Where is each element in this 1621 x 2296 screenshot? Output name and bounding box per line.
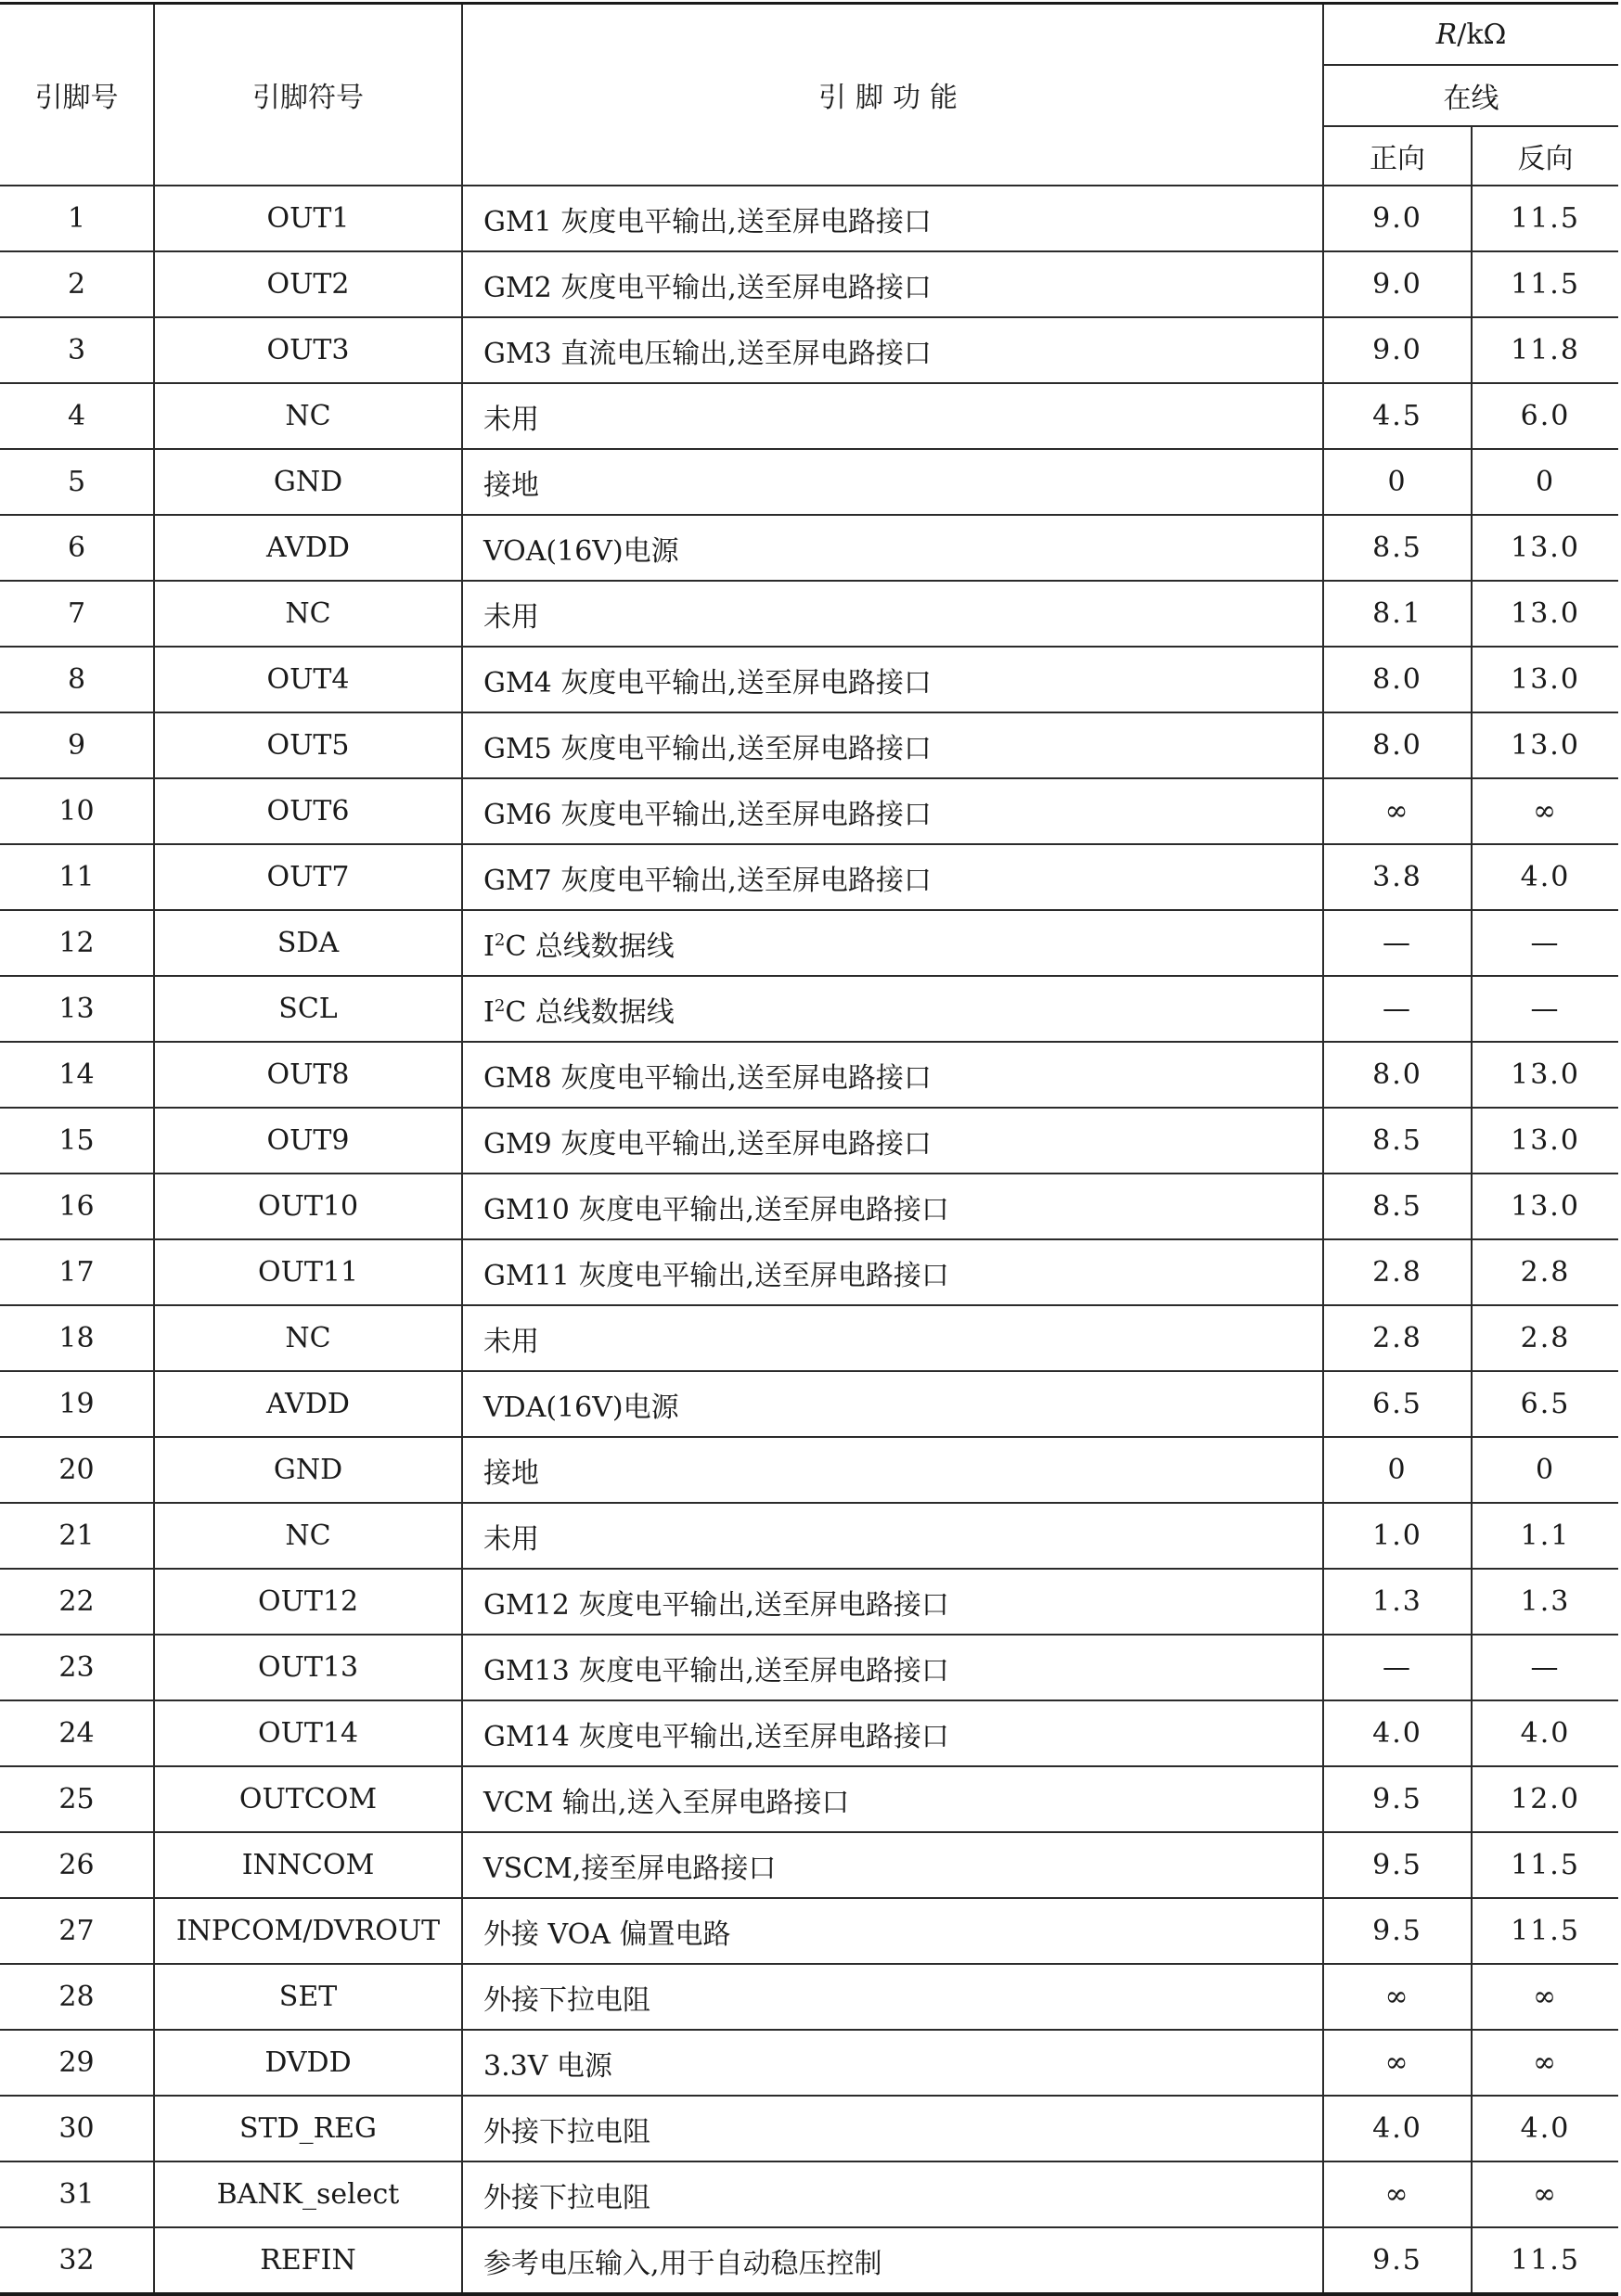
table-row: [0, 1305, 1618, 1371]
forward-resistance-cell: 4.5: [1323, 383, 1472, 449]
pin-number-cell: 11: [0, 844, 154, 910]
reverse-resistance-cell: —: [1472, 1635, 1618, 1700]
pin-symbol-cell: OUT6: [154, 778, 462, 844]
reverse-resistance-cell: 13.0: [1472, 1042, 1618, 1108]
pin-function-cell: 外接下拉电阻: [462, 2096, 1323, 2161]
pin-symbol-cell: OUT2: [154, 251, 462, 317]
table-row: [0, 976, 1618, 1042]
reverse-resistance-cell: —: [1472, 910, 1618, 976]
pin-symbol-cell: OUTCOM: [154, 1766, 462, 1832]
table-row: [0, 1503, 1618, 1569]
pin-number-cell: 19: [0, 1371, 154, 1437]
pin-function-cell: GM1 灰度电平输出,送至屏电路接口: [462, 186, 1323, 251]
table-row: [0, 1042, 1618, 1108]
pin-symbol-cell: DVDD: [154, 2030, 462, 2096]
header-pin-symbol: 引脚符号: [154, 4, 462, 186]
pin-symbol-cell: OUT5: [154, 712, 462, 778]
table-row: [0, 2030, 1618, 2096]
pin-number-cell: 28: [0, 1964, 154, 2030]
pin-number-cell: 23: [0, 1635, 154, 1700]
pin-symbol-cell: NC: [154, 1305, 462, 1371]
pin-number-cell: 18: [0, 1305, 154, 1371]
table-row: [0, 515, 1618, 581]
pin-symbol-cell: SDA: [154, 910, 462, 976]
forward-resistance-cell: 9.0: [1323, 186, 1472, 251]
function-text-suffix: C 总线数据线: [505, 930, 675, 963]
forward-resistance-cell: 1.3: [1323, 1569, 1472, 1635]
resistance-unit: /kΩ: [1457, 18, 1507, 51]
pin-function-cell: 外接下拉电阻: [462, 2161, 1323, 2227]
pin-symbol-cell: OUT9: [154, 1108, 462, 1174]
pin-symbol-cell: GND: [154, 449, 462, 515]
table-row: [0, 1174, 1618, 1239]
pin-symbol-cell: OUT7: [154, 844, 462, 910]
table-row: [0, 449, 1618, 515]
function-text-prefix: I: [483, 995, 495, 1029]
pin-function-cell: VOA(16V)电源: [462, 515, 1323, 581]
pin-symbol-cell: INNCOM: [154, 1832, 462, 1898]
table-row: [0, 2096, 1618, 2161]
forward-resistance-cell: ∞: [1323, 1964, 1472, 2030]
forward-resistance-cell: 6.5: [1323, 1371, 1472, 1437]
reverse-resistance-cell: ∞: [1472, 2161, 1618, 2227]
table-row: [0, 647, 1618, 712]
pin-symbol-cell: AVDD: [154, 1371, 462, 1437]
reverse-resistance-cell: —: [1472, 976, 1618, 1042]
table-row: [0, 1832, 1618, 1898]
pin-function-cell: GM3 直流电压输出,送至屏电路接口: [462, 317, 1323, 383]
reverse-resistance-cell: 4.0: [1472, 844, 1618, 910]
pin-number-cell: 10: [0, 778, 154, 844]
pin-number-cell: 16: [0, 1174, 154, 1239]
pin-function-cell: 未用: [462, 1503, 1323, 1569]
reverse-resistance-cell: 11.8: [1472, 317, 1618, 383]
reverse-resistance-cell: 13.0: [1472, 581, 1618, 647]
pin-number-cell: 5: [0, 449, 154, 515]
table-row: [0, 778, 1618, 844]
pin-symbol-cell: OUT8: [154, 1042, 462, 1108]
pin-symbol-cell: OUT1: [154, 186, 462, 251]
reverse-resistance-cell: 1.3: [1472, 1569, 1618, 1635]
reverse-resistance-cell: 11.5: [1472, 186, 1618, 251]
pin-number-cell: 14: [0, 1042, 154, 1108]
reverse-resistance-cell: 0: [1472, 449, 1618, 515]
table-row: [0, 251, 1618, 317]
reverse-resistance-cell: 13.0: [1472, 1174, 1618, 1239]
pin-symbol-cell: OUT10: [154, 1174, 462, 1239]
forward-resistance-cell: 3.8: [1323, 844, 1472, 910]
pin-symbol-cell: OUT12: [154, 1569, 462, 1635]
pin-function-cell: GM12 灰度电平输出,送至屏电路接口: [462, 1569, 1323, 1635]
function-text-prefix: I: [483, 930, 495, 963]
pin-number-cell: 30: [0, 2096, 154, 2161]
pin-number-cell: 1: [0, 186, 154, 251]
pin-symbol-cell: INPCOM/DVROUT: [154, 1898, 462, 1964]
pin-function-cell: GM11 灰度电平输出,送至屏电路接口: [462, 1239, 1323, 1305]
pin-symbol-cell: STD_REG: [154, 2096, 462, 2161]
table-row: [0, 1239, 1618, 1305]
table-row: [0, 1635, 1618, 1700]
pin-function-cell: 未用: [462, 581, 1323, 647]
reverse-resistance-cell: 2.8: [1472, 1239, 1618, 1305]
pin-symbol-cell: SET: [154, 1964, 462, 2030]
pin-number-cell: 21: [0, 1503, 154, 1569]
pin-symbol-cell: OUT11: [154, 1239, 462, 1305]
pin-symbol-cell: NC: [154, 581, 462, 647]
pin-number-cell: 8: [0, 647, 154, 712]
pin-function-cell: VDA(16V)电源: [462, 1371, 1323, 1437]
pin-function-cell: GM10 灰度电平输出,送至屏电路接口: [462, 1174, 1323, 1239]
reverse-resistance-cell: 13.0: [1472, 515, 1618, 581]
reverse-resistance-cell: 12.0: [1472, 1766, 1618, 1832]
pin-function-cell: 外接下拉电阻: [462, 1964, 1323, 2030]
header-online: 在线: [1323, 65, 1618, 126]
pin-function-cell: 未用: [462, 1305, 1323, 1371]
table-row: [0, 2227, 1618, 2294]
pin-function-cell: 接地: [462, 1437, 1323, 1503]
pin-symbol-cell: NC: [154, 383, 462, 449]
header-pin-no: 引脚号: [0, 4, 154, 186]
pin-function-cell: 未用: [462, 383, 1323, 449]
table-row: [0, 1569, 1618, 1635]
reverse-resistance-cell: 1.1: [1472, 1503, 1618, 1569]
pin-symbol-cell: AVDD: [154, 515, 462, 581]
forward-resistance-cell: 4.0: [1323, 1700, 1472, 1766]
forward-resistance-cell: 8.0: [1323, 647, 1472, 712]
pin-number-cell: 15: [0, 1108, 154, 1174]
forward-resistance-cell: 2.8: [1323, 1305, 1472, 1371]
table-row: [0, 1700, 1618, 1766]
pin-function-cell: [462, 976, 1323, 1042]
pin-function-cell: GM4 灰度电平输出,送至屏电路接口: [462, 647, 1323, 712]
pin-number-cell: 31: [0, 2161, 154, 2227]
function-text-suffix: C 总线数据线: [505, 995, 675, 1029]
forward-resistance-cell: 9.5: [1323, 2227, 1472, 2294]
table-row: [0, 1108, 1618, 1174]
reverse-resistance-cell: 11.5: [1472, 251, 1618, 317]
header-pin-function: 引脚功能: [462, 4, 1323, 186]
forward-resistance-cell: 9.0: [1323, 317, 1472, 383]
pin-symbol-cell: OUT14: [154, 1700, 462, 1766]
table-row: [0, 2161, 1618, 2227]
pin-symbol-cell: GND: [154, 1437, 462, 1503]
function-text-superscript: 2: [494, 930, 506, 950]
reverse-resistance-cell: ∞: [1472, 2030, 1618, 2096]
pin-function-cell: 接地: [462, 449, 1323, 515]
pin-number-cell: 9: [0, 712, 154, 778]
forward-resistance-cell: 9.5: [1323, 1766, 1472, 1832]
pin-symbol-cell: REFIN: [154, 2227, 462, 2294]
pin-number-cell: 4: [0, 383, 154, 449]
forward-resistance-cell: 8.5: [1323, 1174, 1472, 1239]
reverse-resistance-cell: 13.0: [1472, 1108, 1618, 1174]
pin-symbol-cell: NC: [154, 1503, 462, 1569]
reverse-resistance-cell: 13.0: [1472, 647, 1618, 712]
pin-number-cell: 12: [0, 910, 154, 976]
forward-resistance-cell: 8.5: [1323, 515, 1472, 581]
pin-symbol-cell: OUT13: [154, 1635, 462, 1700]
pin-number-cell: 2: [0, 251, 154, 317]
forward-resistance-cell: 2.8: [1323, 1239, 1472, 1305]
pin-function-cell: GM9 灰度电平输出,送至屏电路接口: [462, 1108, 1323, 1174]
pin-number-cell: 24: [0, 1700, 154, 1766]
pin-number-cell: 22: [0, 1569, 154, 1635]
reverse-resistance-cell: 11.5: [1472, 1898, 1618, 1964]
table-row: [0, 844, 1618, 910]
pin-symbol-cell: OUT3: [154, 317, 462, 383]
reverse-resistance-cell: ∞: [1472, 1964, 1618, 2030]
pin-number-cell: 32: [0, 2227, 154, 2294]
table-body: [0, 186, 1618, 2294]
pin-number-cell: 3: [0, 317, 154, 383]
table-row: [0, 1371, 1618, 1437]
pin-function-cell: VSCM,接至屏电路接口: [462, 1832, 1323, 1898]
function-text-superscript: 2: [494, 995, 506, 1016]
pin-function-cell: GM5 灰度电平输出,送至屏电路接口: [462, 712, 1323, 778]
pin-function-cell: GM7 灰度电平输出,送至屏电路接口: [462, 844, 1323, 910]
forward-resistance-cell: ∞: [1323, 778, 1472, 844]
table-row: [0, 1898, 1618, 1964]
forward-resistance-cell: —: [1323, 910, 1472, 976]
forward-resistance-cell: 9.5: [1323, 1898, 1472, 1964]
table-row: [0, 186, 1618, 251]
pin-number-cell: 7: [0, 581, 154, 647]
pin-number-cell: 20: [0, 1437, 154, 1503]
pin-function-cell: GM14 灰度电平输出,送至屏电路接口: [462, 1700, 1323, 1766]
reverse-resistance-cell: 0: [1472, 1437, 1618, 1503]
pin-symbol-cell: OUT4: [154, 647, 462, 712]
table-row: [0, 910, 1618, 976]
header-resistance: [1323, 4, 1618, 66]
forward-resistance-cell: 8.5: [1323, 1108, 1472, 1174]
forward-resistance-cell: 0: [1323, 1437, 1472, 1503]
pin-number-cell: 29: [0, 2030, 154, 2096]
table-row: [0, 712, 1618, 778]
forward-resistance-cell: ∞: [1323, 2161, 1472, 2227]
pin-function-cell: 外接 VOA 偏置电路: [462, 1898, 1323, 1964]
pin-function-cell: 3.3V 电源: [462, 2030, 1323, 2096]
forward-resistance-cell: 8.0: [1323, 712, 1472, 778]
reverse-resistance-cell: 4.0: [1472, 1700, 1618, 1766]
table-row: [0, 1766, 1618, 1832]
pin-function-cell: GM6 灰度电平输出,送至屏电路接口: [462, 778, 1323, 844]
forward-resistance-cell: ∞: [1323, 2030, 1472, 2096]
pin-function-cell: GM2 灰度电平输出,送至屏电路接口: [462, 251, 1323, 317]
pin-function-cell: GM8 灰度电平输出,送至屏电路接口: [462, 1042, 1323, 1108]
forward-resistance-cell: —: [1323, 1635, 1472, 1700]
pin-function-cell: 参考电压输入,用于自动稳压控制: [462, 2227, 1323, 2294]
reverse-resistance-cell: 2.8: [1472, 1305, 1618, 1371]
pin-symbol-cell: BANK_select: [154, 2161, 462, 2227]
forward-resistance-cell: 9.0: [1323, 251, 1472, 317]
reverse-resistance-cell: 13.0: [1472, 712, 1618, 778]
table-row: [0, 1964, 1618, 2030]
table-row: [0, 317, 1618, 383]
pin-symbol-cell: SCL: [154, 976, 462, 1042]
reverse-resistance-cell: 6.0: [1472, 383, 1618, 449]
forward-resistance-cell: 4.0: [1323, 2096, 1472, 2161]
forward-resistance-cell: 8.0: [1323, 1042, 1472, 1108]
pin-number-cell: 25: [0, 1766, 154, 1832]
forward-resistance-cell: —: [1323, 976, 1472, 1042]
table-row: [0, 581, 1618, 647]
pin-number-cell: 17: [0, 1239, 154, 1305]
header-forward: 正向: [1323, 126, 1472, 186]
forward-resistance-cell: 1.0: [1323, 1503, 1472, 1569]
reverse-resistance-cell: ∞: [1472, 778, 1618, 844]
table-row: [0, 383, 1618, 449]
forward-resistance-cell: 8.1: [1323, 581, 1472, 647]
pin-function-cell: GM13 灰度电平输出,送至屏电路接口: [462, 1635, 1323, 1700]
pin-function-cell: [462, 910, 1323, 976]
pin-table: [0, 2, 1618, 2296]
forward-resistance-cell: 9.5: [1323, 1832, 1472, 1898]
pin-number-cell: 26: [0, 1832, 154, 1898]
reverse-resistance-cell: 4.0: [1472, 2096, 1618, 2161]
pin-number-cell: 27: [0, 1898, 154, 1964]
pin-number-cell: 6: [0, 515, 154, 581]
reverse-resistance-cell: 11.5: [1472, 2227, 1618, 2294]
reverse-resistance-cell: 6.5: [1472, 1371, 1618, 1437]
reverse-resistance-cell: 11.5: [1472, 1832, 1618, 1898]
forward-resistance-cell: 0: [1323, 449, 1472, 515]
pin-number-cell: 13: [0, 976, 154, 1042]
pin-function-cell: VCM 输出,送入至屏电路接口: [462, 1766, 1323, 1832]
header-reverse: 反向: [1472, 126, 1618, 186]
table-row: [0, 1437, 1618, 1503]
resistance-symbol: R: [1435, 18, 1458, 51]
